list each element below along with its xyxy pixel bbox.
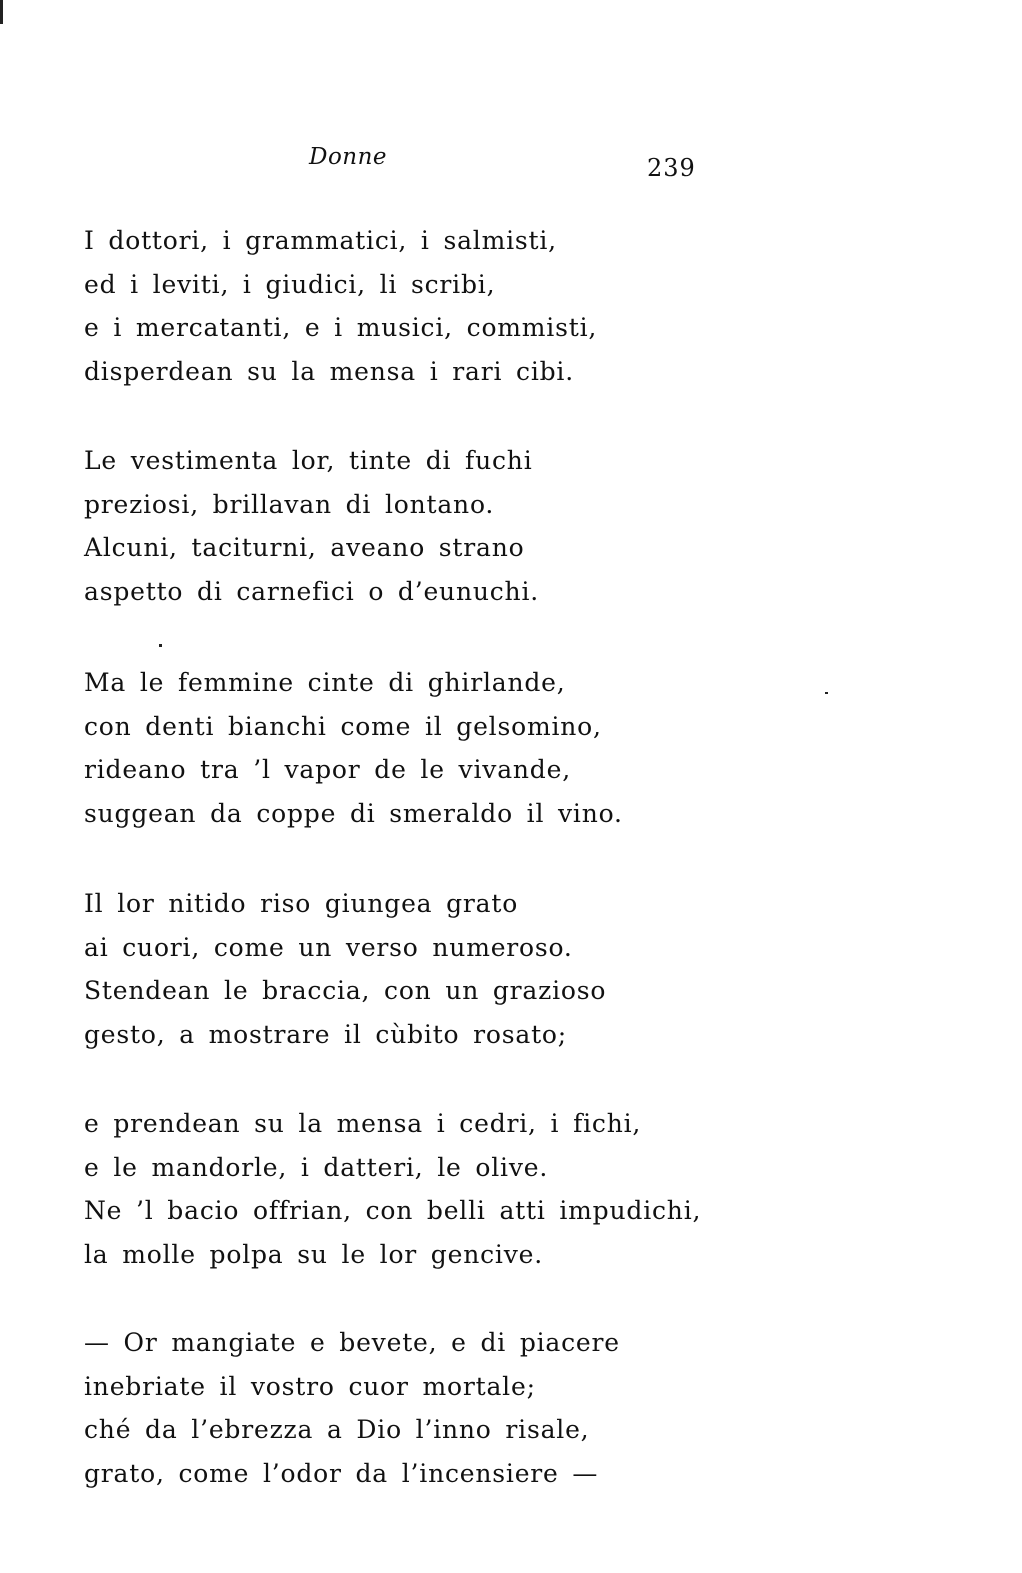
running-title: Donne [309, 144, 388, 170]
verse-line: ed i leviti, i giudici, li scribi, [84, 269, 496, 299]
verse-line: e prendean su la mensa i cedri, i fichi, [84, 1109, 642, 1138]
stanza-6 [84, 1321, 620, 1495]
verse-line: Le vestimenta lor, tinte di fuchi [84, 446, 533, 475]
verse-line: rideano tra ’l vapor de le vivande, [84, 755, 571, 784]
verse-line: ché da l’ebrezza a Dio l’inno risale, [84, 1415, 590, 1444]
verse-line: disperdean su la mensa i rari cibi. [84, 356, 574, 386]
stanza-1 [84, 219, 597, 393]
verse-line: la molle polpa su le lor gencive. [84, 1239, 543, 1269]
verse-line: Ne ’l bacio offrian, con belli atti impudichi, [84, 1196, 702, 1225]
verse-line: I dottori, i grammatici, i salmisti, [84, 226, 557, 255]
stanza-3 [84, 661, 623, 835]
page-number: 239 [647, 154, 696, 182]
verse-line: inebriate il vostro cuor mortale; [84, 1371, 536, 1401]
verse-line: Stendean le braccia, con un grazioso [84, 976, 607, 1005]
verse-line: e i mercatanti, e i musici, commisti, [84, 313, 598, 342]
verse-line: — Or mangiate e bevete, e di piacere [84, 1328, 620, 1357]
verse-line: Alcuni, taciturni, aveano strano [84, 533, 525, 562]
verse-line: Il lor nitido riso giungea grato [84, 889, 519, 918]
verse-line: e le mandorle, i datteri, le olive. [84, 1152, 549, 1182]
verse-line: grato, come l’odor da l’incensiere — [84, 1458, 599, 1488]
verse-line: con denti bianchi come il gelsomino, [84, 711, 602, 741]
verse-line: aspetto di carnefici o d’eunuchi. [84, 576, 540, 606]
scan-speck [159, 644, 162, 647]
stanza-5 [84, 1102, 701, 1276]
verse-line: Ma le femmine cinte di ghirlande, [84, 668, 566, 697]
stanza-2 [84, 439, 539, 613]
scan-speck [825, 692, 828, 694]
verse-line: preziosi, brillavan di lontano. [84, 489, 495, 519]
scan-mark [0, 0, 3, 24]
verse-line: ai cuori, come un verso numeroso. [84, 932, 573, 962]
verse-line: suggean da coppe di smeraldo il vino. [84, 798, 623, 828]
stanza-4 [84, 882, 606, 1056]
verse-line: gesto, a mostrare il cùbito rosato; [84, 1019, 567, 1049]
